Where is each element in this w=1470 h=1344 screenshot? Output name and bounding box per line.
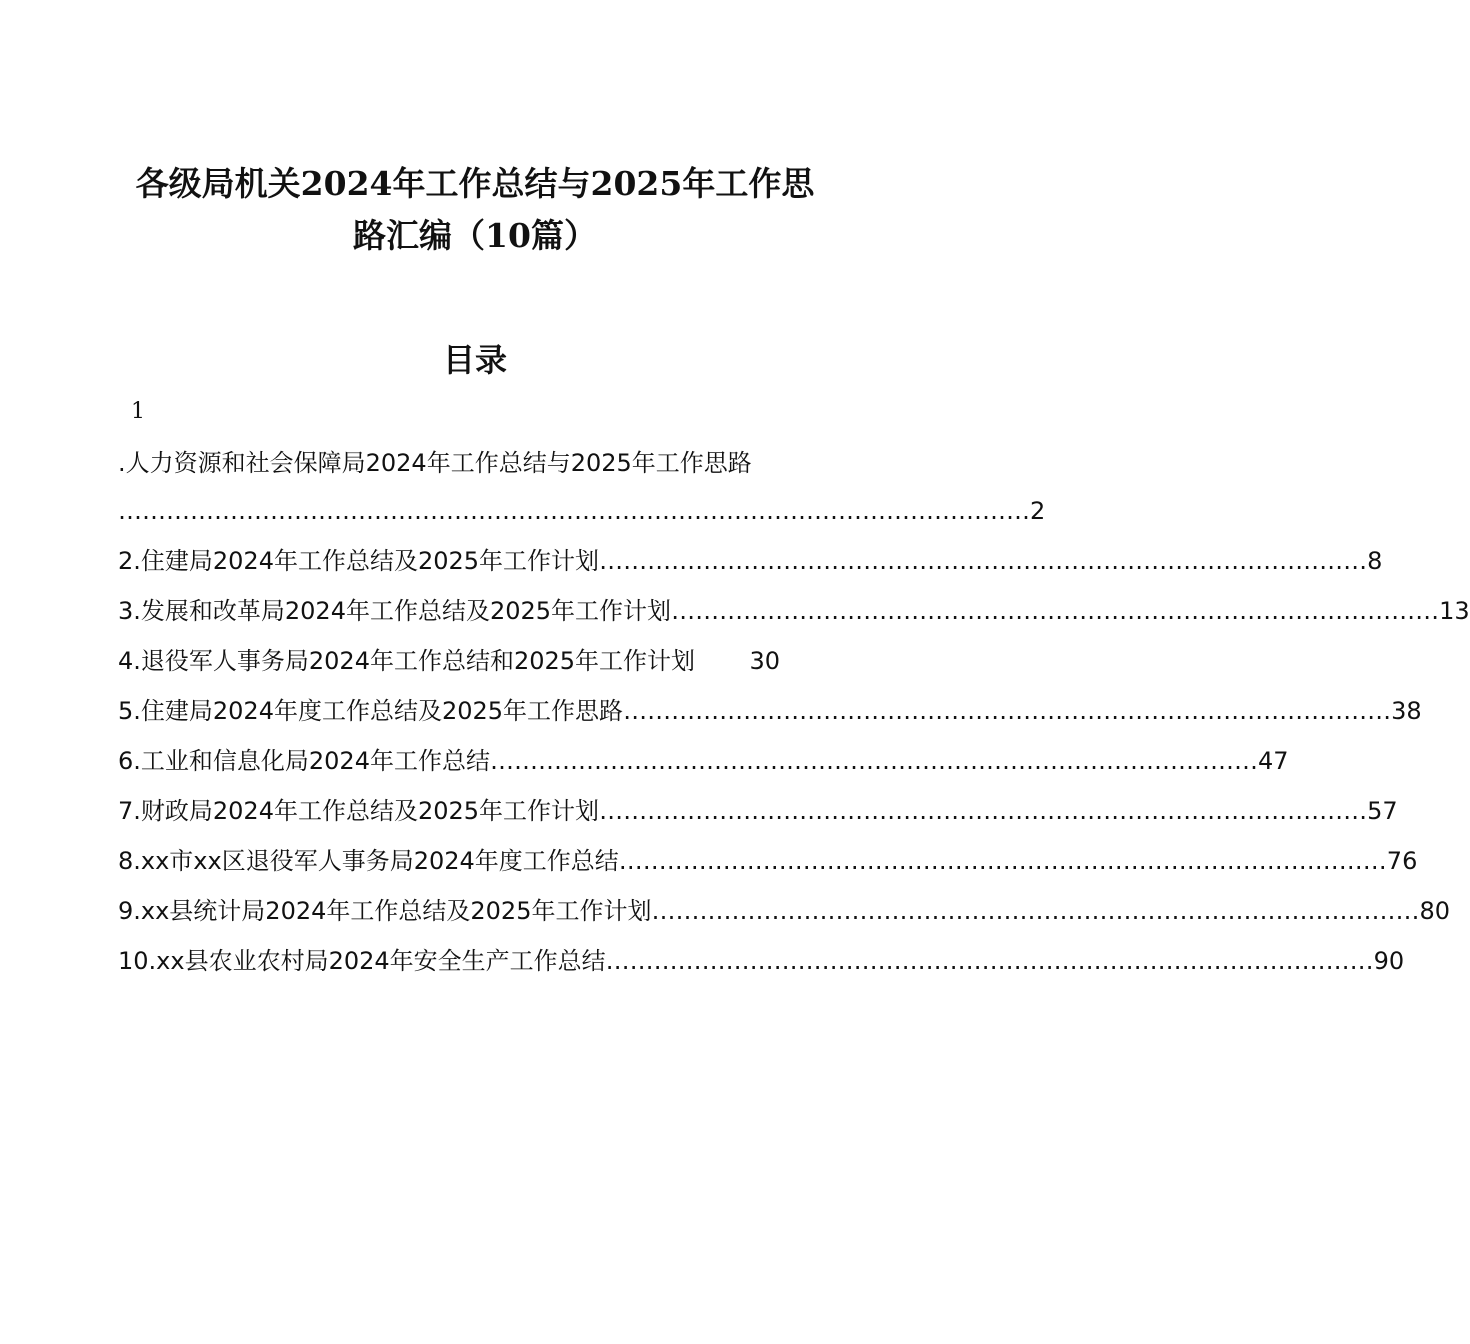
toc-item-2[interactable] <box>118 543 1383 579</box>
toc-item-3-page: 13 <box>1439 597 1470 625</box>
toc-item-5[interactable] <box>118 693 1422 729</box>
toc-item-4-page: 30 <box>749 647 780 675</box>
toc-item-5-text: 5.住建局2024年度工作总结及2025年工作思路 <box>118 697 624 725</box>
toc-item-3-leader: …………………………………………………………………………………… <box>671 597 1440 625</box>
toc-item-6-text: 6.工业和信息化局2024年工作总结 <box>118 747 490 775</box>
toc-item-9-text: 9.xx县统计局2024年工作总结及2025年工作计划 <box>118 897 652 925</box>
toc-item-10-page: 90 <box>1373 947 1405 975</box>
toc-item-3-text: 3.发展和改革局2024年工作总结及2025年工作计划 <box>118 597 672 625</box>
toc-item-8[interactable] <box>118 843 1418 879</box>
toc-item-7[interactable] <box>118 793 1398 829</box>
toc-item-10[interactable] <box>118 943 1405 979</box>
document-title-line-2: 路汇编（10篇） <box>353 216 597 255</box>
document-title-line-1: 各级局机关2024年工作总结与2025年工作思 <box>135 164 815 203</box>
toc-item-8-text: 8.xx市xx区退役军人事务局2024年度工作总结 <box>118 847 619 875</box>
toc-item-7-text: 7.财政局2024年工作总结及2025年工作计划 <box>118 797 600 825</box>
toc-item-5-page: 38 <box>1391 697 1422 725</box>
toc-item-6-leader: …………………………………………………………………………………… <box>489 747 1258 775</box>
toc-item-2-page: 8 <box>1367 547 1383 575</box>
toc-item-5-leader: …………………………………………………………………………………… <box>623 697 1392 725</box>
toc-item-9-page: 80 <box>1419 897 1451 925</box>
toc-item-7-leader: …………………………………………………………………………………… <box>599 797 1368 825</box>
toc-item-9[interactable] <box>118 893 1451 929</box>
toc-item-1-page-line[interactable] <box>118 493 1046 529</box>
toc-item-1-leader: …………………………………………………………………………………………………… <box>118 497 1030 525</box>
toc-item-10-leader: …………………………………………………………………………………… <box>605 947 1374 975</box>
toc-heading: 目录 <box>442 341 507 379</box>
toc-item-1-text: .人力资源和社会保障局2024年工作总结与2025年工作思路 <box>118 449 752 477</box>
toc-item-1-number: 1 <box>131 399 145 424</box>
toc-item-4-text: 4.退役军人事务局2024年工作总结和2025年工作计划 <box>118 647 696 675</box>
toc-item-8-leader: …………………………………………………………………………………… <box>618 847 1387 875</box>
toc-item-10-text: 10.xx县农业农村局2024年安全生产工作总结 <box>118 947 606 975</box>
toc-item-3[interactable] <box>118 593 1470 629</box>
toc-item-9-leader: …………………………………………………………………………………… <box>651 897 1420 925</box>
toc-item-4[interactable] <box>118 643 780 679</box>
toc-item-7-page: 57 <box>1367 797 1398 825</box>
toc-item-6[interactable] <box>118 743 1289 779</box>
toc-item-1-title-line[interactable] <box>118 445 833 481</box>
toc-item-2-leader: …………………………………………………………………………………… <box>599 547 1368 575</box>
toc-item-1-page: 2 <box>1030 497 1046 525</box>
toc-item-2-text: 2.住建局2024年工作总结及2025年工作计划 <box>118 547 600 575</box>
toc-item-8-page: 76 <box>1386 847 1418 875</box>
toc-item-6-page: 47 <box>1257 747 1289 775</box>
